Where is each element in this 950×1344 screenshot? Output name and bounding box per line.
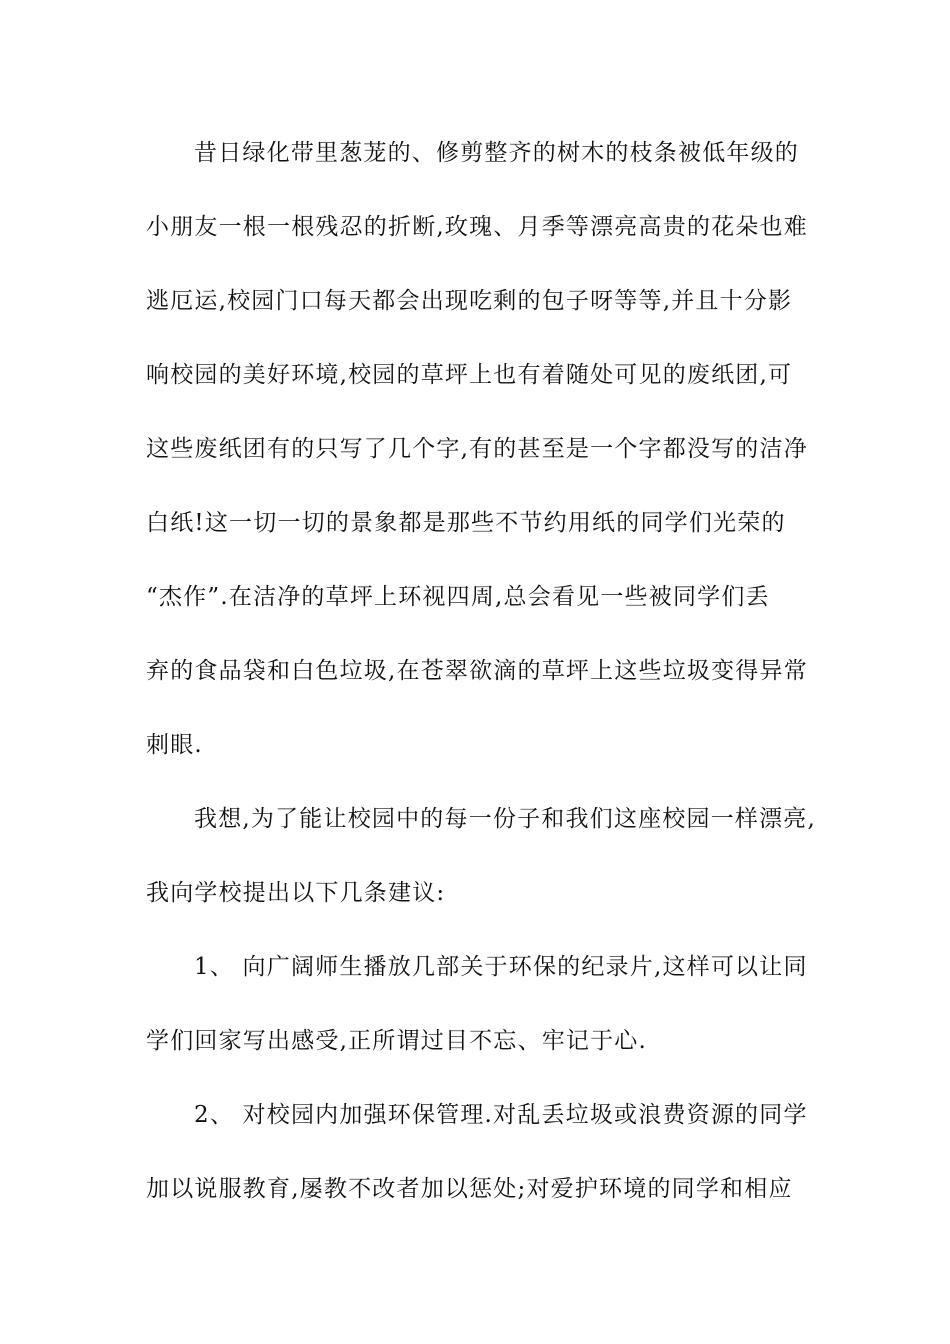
list-item-1-line-2: 学们回家写出感受,正所谓过目不忘、牢记于心. [146, 1028, 648, 1054]
paragraph-1-line-7: “杰作”.在洁净的草坪上环视四周,总会看见一些被同学们丢 [146, 584, 770, 610]
paragraph-1-line-4: 响校园的美好环境,校园的草坪上也有着随处可见的废纸团,可 [146, 362, 793, 388]
list-item-2-line-2: 加以说服教育,屡教不改者加以惩处;对爱护环境的同学和相应 [146, 1176, 793, 1202]
list-item-2-line-1: 2、 对校园内加强环保管理.对乱丢垃圾或浪费资源的同学 [194, 1102, 808, 1128]
list-item-1-line-1: 1、 向广阔师生播放几部关于环保的纪录片,这样可以让同 [194, 954, 808, 980]
paragraph-1-line-6: 白纸!这一切一切的景象都是那些不节约用纸的同学们光荣的 [146, 510, 786, 536]
paragraph-1-line-8: 弃的食品袋和白色垃圾,在苍翠欲滴的草坪上这些垃圾变得异常 [146, 658, 808, 684]
paragraph-1-line-1: 昔日绿化带里葱茏的、修剪整齐的树木的枝条被低年级的 [194, 140, 799, 166]
paragraph-2-line-1: 我想,为了能让校园中的每一份子和我们这座校园一样漂亮, [194, 806, 817, 832]
paragraph-1-line-2: 小朋友一根一根残忍的折断,玫瑰、月季等漂亮高贵的花朵也难 [146, 214, 808, 240]
paragraph-1-line-3: 逃厄运,校园门口每天都会出现吃剩的包子呀等等,并且十分影 [146, 288, 793, 314]
paragraph-1-line-9: 刺眼. [146, 732, 203, 758]
paragraph-2-line-2: 我向学校提出以下几条建议: [146, 880, 446, 906]
paragraph-1-line-5: 这些废纸团有的只写了几个字,有的甚至是一个字都没写的洁净 [146, 436, 808, 462]
